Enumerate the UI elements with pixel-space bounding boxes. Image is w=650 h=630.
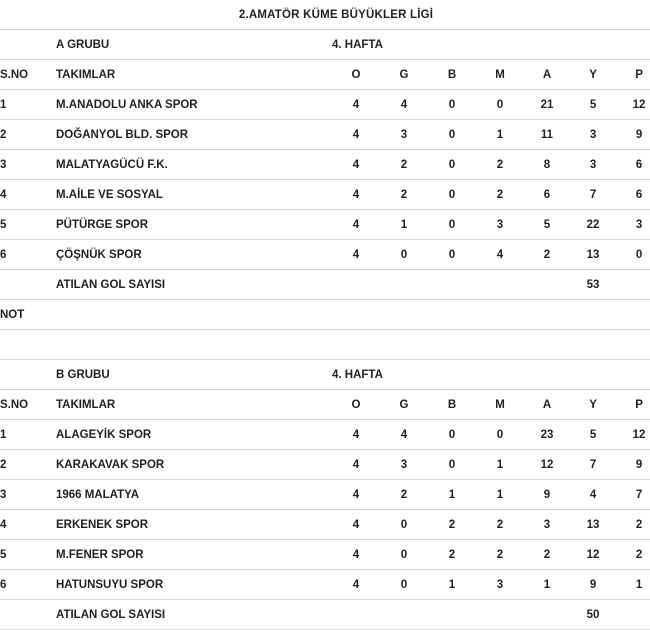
table-row	[0, 240, 650, 270]
row-team: 1966 MALATYA	[56, 480, 332, 510]
header-teams: TAKIMLAR	[56, 60, 332, 90]
row-y: 3	[570, 120, 616, 150]
row-m: 1	[476, 450, 524, 480]
note-blank-b	[428, 300, 476, 330]
row-p: 2	[616, 510, 650, 540]
spacer-a	[524, 330, 570, 360]
row-team: M.FENER SPOR	[56, 540, 332, 570]
group-b-week: 4. HAFTA	[332, 360, 476, 390]
group-a-total-blank-sno	[0, 270, 56, 300]
row-g: 0	[380, 540, 428, 570]
row-o: 4	[332, 210, 380, 240]
group-a-header-row	[0, 30, 650, 60]
group-a-label: A GRUBU	[56, 30, 332, 60]
table-row	[0, 180, 650, 210]
header-m: M	[476, 390, 524, 420]
row-g: 4	[380, 90, 428, 120]
row-a: 8	[524, 150, 570, 180]
row-sno: 3	[0, 480, 56, 510]
row-m: 2	[476, 540, 524, 570]
row-a: 12	[524, 450, 570, 480]
row-g: 4	[380, 420, 428, 450]
row-b: 0	[428, 240, 476, 270]
row-m: 1	[476, 120, 524, 150]
note-blank-g	[380, 300, 428, 330]
row-team: PÜTÜRGE SPOR	[56, 210, 332, 240]
row-y: 22	[570, 210, 616, 240]
group-b-column-headers	[0, 390, 650, 420]
header-a: A	[524, 390, 570, 420]
table-row	[0, 480, 650, 510]
note-blank-o	[332, 300, 380, 330]
table-row	[0, 90, 650, 120]
group-a-total-blank-g	[380, 270, 428, 300]
header-b: B	[428, 390, 476, 420]
row-y: 3	[570, 150, 616, 180]
header-y: Y	[570, 60, 616, 90]
group-b-blank-p	[616, 360, 650, 390]
row-o: 4	[332, 540, 380, 570]
row-p: 1	[616, 570, 650, 600]
table-row	[0, 120, 650, 150]
row-p: 3	[616, 210, 650, 240]
group-a-total-blank-m	[476, 270, 524, 300]
group-b-label: B GRUBU	[56, 360, 332, 390]
row-o: 4	[332, 180, 380, 210]
row-a: 2	[524, 240, 570, 270]
row-team: ÇÖŞNÜK SPOR	[56, 240, 332, 270]
group-a-sno-blank	[0, 30, 56, 60]
header-a: A	[524, 60, 570, 90]
group-b-blank-m	[476, 360, 524, 390]
row-b: 1	[428, 570, 476, 600]
row-m: 4	[476, 240, 524, 270]
header-p: P	[616, 60, 650, 90]
spacer-team	[56, 330, 332, 360]
group-b-total-blank-m	[476, 600, 524, 630]
group-b-total-blank-sno	[0, 600, 56, 630]
group-a-total-row	[0, 270, 650, 300]
row-o: 4	[332, 240, 380, 270]
row-team: ERKENEK SPOR	[56, 510, 332, 540]
spacer-m	[476, 330, 524, 360]
group-a-blank-p	[616, 30, 650, 60]
row-b: 0	[428, 420, 476, 450]
note-label: NOT	[0, 300, 56, 330]
group-a-total-blank-o	[332, 270, 380, 300]
header-y: Y	[570, 390, 616, 420]
row-team: HATUNSUYU SPOR	[56, 570, 332, 600]
header-sno: S.NO	[0, 390, 56, 420]
spacer-b	[428, 330, 476, 360]
row-a: 6	[524, 180, 570, 210]
row-b: 0	[428, 210, 476, 240]
row-sno: 6	[0, 570, 56, 600]
row-p: 2	[616, 540, 650, 570]
row-p: 6	[616, 150, 650, 180]
table-row	[0, 540, 650, 570]
table-row	[0, 150, 650, 180]
group-a-blank-y	[570, 30, 616, 60]
header-b: B	[428, 60, 476, 90]
row-p: 6	[616, 180, 650, 210]
row-y: 13	[570, 240, 616, 270]
row-b: 0	[428, 90, 476, 120]
row-b: 2	[428, 510, 476, 540]
title-spacer-right	[616, 0, 650, 30]
row-b: 0	[428, 180, 476, 210]
group-a-total-blank-p	[616, 270, 650, 300]
row-b: 0	[428, 150, 476, 180]
row-o: 4	[332, 480, 380, 510]
row-y: 13	[570, 510, 616, 540]
row-sno: 5	[0, 540, 56, 570]
row-y: 5	[570, 420, 616, 450]
row-team: DOĞANYOL BLD. SPOR	[56, 120, 332, 150]
row-y: 7	[570, 450, 616, 480]
row-p: 12	[616, 90, 650, 120]
group-b-header-row	[0, 360, 650, 390]
note-blank-team	[56, 300, 332, 330]
row-g: 3	[380, 450, 428, 480]
table-row	[0, 420, 650, 450]
row-b: 1	[428, 480, 476, 510]
row-p: 9	[616, 450, 650, 480]
row-b: 2	[428, 540, 476, 570]
row-o: 4	[332, 420, 380, 450]
row-g: 2	[380, 150, 428, 180]
row-p: 0	[616, 240, 650, 270]
group-a-total-label: ATILAN GOL SAYISI	[56, 270, 332, 300]
row-y: 7	[570, 180, 616, 210]
row-m: 3	[476, 570, 524, 600]
group-b-total-blank-g	[380, 600, 428, 630]
row-p: 9	[616, 120, 650, 150]
row-m: 3	[476, 210, 524, 240]
row-g: 0	[380, 570, 428, 600]
group-b-total-row	[0, 600, 650, 630]
row-y: 12	[570, 540, 616, 570]
row-g: 1	[380, 210, 428, 240]
row-team: KARAKAVAK SPOR	[56, 450, 332, 480]
header-teams: TAKIMLAR	[56, 390, 332, 420]
row-o: 4	[332, 150, 380, 180]
table-row	[0, 570, 650, 600]
row-sno: 4	[0, 510, 56, 540]
title-spacer-left	[0, 0, 56, 30]
table-row	[0, 210, 650, 240]
row-team: MALATYAGÜCÜ F.K.	[56, 150, 332, 180]
header-g: G	[380, 390, 428, 420]
group-b-blank-a	[524, 360, 570, 390]
row-g: 2	[380, 480, 428, 510]
row-a: 9	[524, 480, 570, 510]
document-title-row	[0, 0, 650, 30]
group-a-total-value: 53	[570, 270, 616, 300]
group-b-blank-y	[570, 360, 616, 390]
header-sno: S.NO	[0, 60, 56, 90]
header-p: P	[616, 390, 650, 420]
note-blank-m	[476, 300, 524, 330]
group-b-total-value: 50	[570, 600, 616, 630]
row-sno: 1	[0, 90, 56, 120]
row-team: ALAGEYİK SPOR	[56, 420, 332, 450]
table-row	[0, 510, 650, 540]
spacer-y	[570, 330, 616, 360]
row-sno: 6	[0, 240, 56, 270]
group-b-total-blank-a	[524, 600, 570, 630]
row-sno: 3	[0, 150, 56, 180]
row-a: 23	[524, 420, 570, 450]
row-a: 11	[524, 120, 570, 150]
header-g: G	[380, 60, 428, 90]
header-o: O	[332, 390, 380, 420]
table-row	[0, 450, 650, 480]
row-team: M.AİLE VE SOSYAL	[56, 180, 332, 210]
row-sno: 2	[0, 450, 56, 480]
row-p: 7	[616, 480, 650, 510]
row-a: 5	[524, 210, 570, 240]
row-m: 1	[476, 480, 524, 510]
page-title: 2.AMATÖR KÜME BÜYÜKLER LİGİ	[56, 0, 616, 30]
row-g: 0	[380, 510, 428, 540]
row-p: 12	[616, 420, 650, 450]
group-a-total-blank-a	[524, 270, 570, 300]
row-g: 3	[380, 120, 428, 150]
row-team: M.ANADOLU ANKA SPOR	[56, 90, 332, 120]
row-sno: 5	[0, 210, 56, 240]
group-a-blank-m	[476, 30, 524, 60]
row-m: 0	[476, 420, 524, 450]
row-sno: 4	[0, 180, 56, 210]
row-o: 4	[332, 510, 380, 540]
group-a-blank-a	[524, 30, 570, 60]
group-a-week: 4. HAFTA	[332, 30, 476, 60]
group-a-total-blank-b	[428, 270, 476, 300]
group-a-column-headers	[0, 60, 650, 90]
group-b-total-blank-b	[428, 600, 476, 630]
group-b-total-blank-o	[332, 600, 380, 630]
group-b-sno-blank	[0, 360, 56, 390]
row-a: 2	[524, 540, 570, 570]
row-sno: 1	[0, 420, 56, 450]
row-g: 2	[380, 180, 428, 210]
row-y: 9	[570, 570, 616, 600]
group-b-total-label: ATILAN GOL SAYISI	[56, 600, 332, 630]
row-o: 4	[332, 450, 380, 480]
header-m: M	[476, 60, 524, 90]
spacer-g	[380, 330, 428, 360]
row-y: 4	[570, 480, 616, 510]
spacer-p	[616, 330, 650, 360]
note-blank-p	[616, 300, 650, 330]
row-y: 5	[570, 90, 616, 120]
row-a: 1	[524, 570, 570, 600]
row-o: 4	[332, 90, 380, 120]
row-m: 2	[476, 150, 524, 180]
row-g: 0	[380, 240, 428, 270]
note-blank-y	[570, 300, 616, 330]
row-o: 4	[332, 120, 380, 150]
spacer-o	[332, 330, 380, 360]
row-m: 2	[476, 510, 524, 540]
row-o: 4	[332, 570, 380, 600]
spacer-sno	[0, 330, 56, 360]
row-b: 0	[428, 450, 476, 480]
group-b-total-blank-p	[616, 600, 650, 630]
note-blank-a	[524, 300, 570, 330]
row-a: 3	[524, 510, 570, 540]
note-row	[0, 300, 650, 330]
spacer-row	[0, 330, 650, 360]
row-m: 0	[476, 90, 524, 120]
row-sno: 2	[0, 120, 56, 150]
row-a: 21	[524, 90, 570, 120]
header-o: O	[332, 60, 380, 90]
row-b: 0	[428, 120, 476, 150]
row-m: 2	[476, 180, 524, 210]
